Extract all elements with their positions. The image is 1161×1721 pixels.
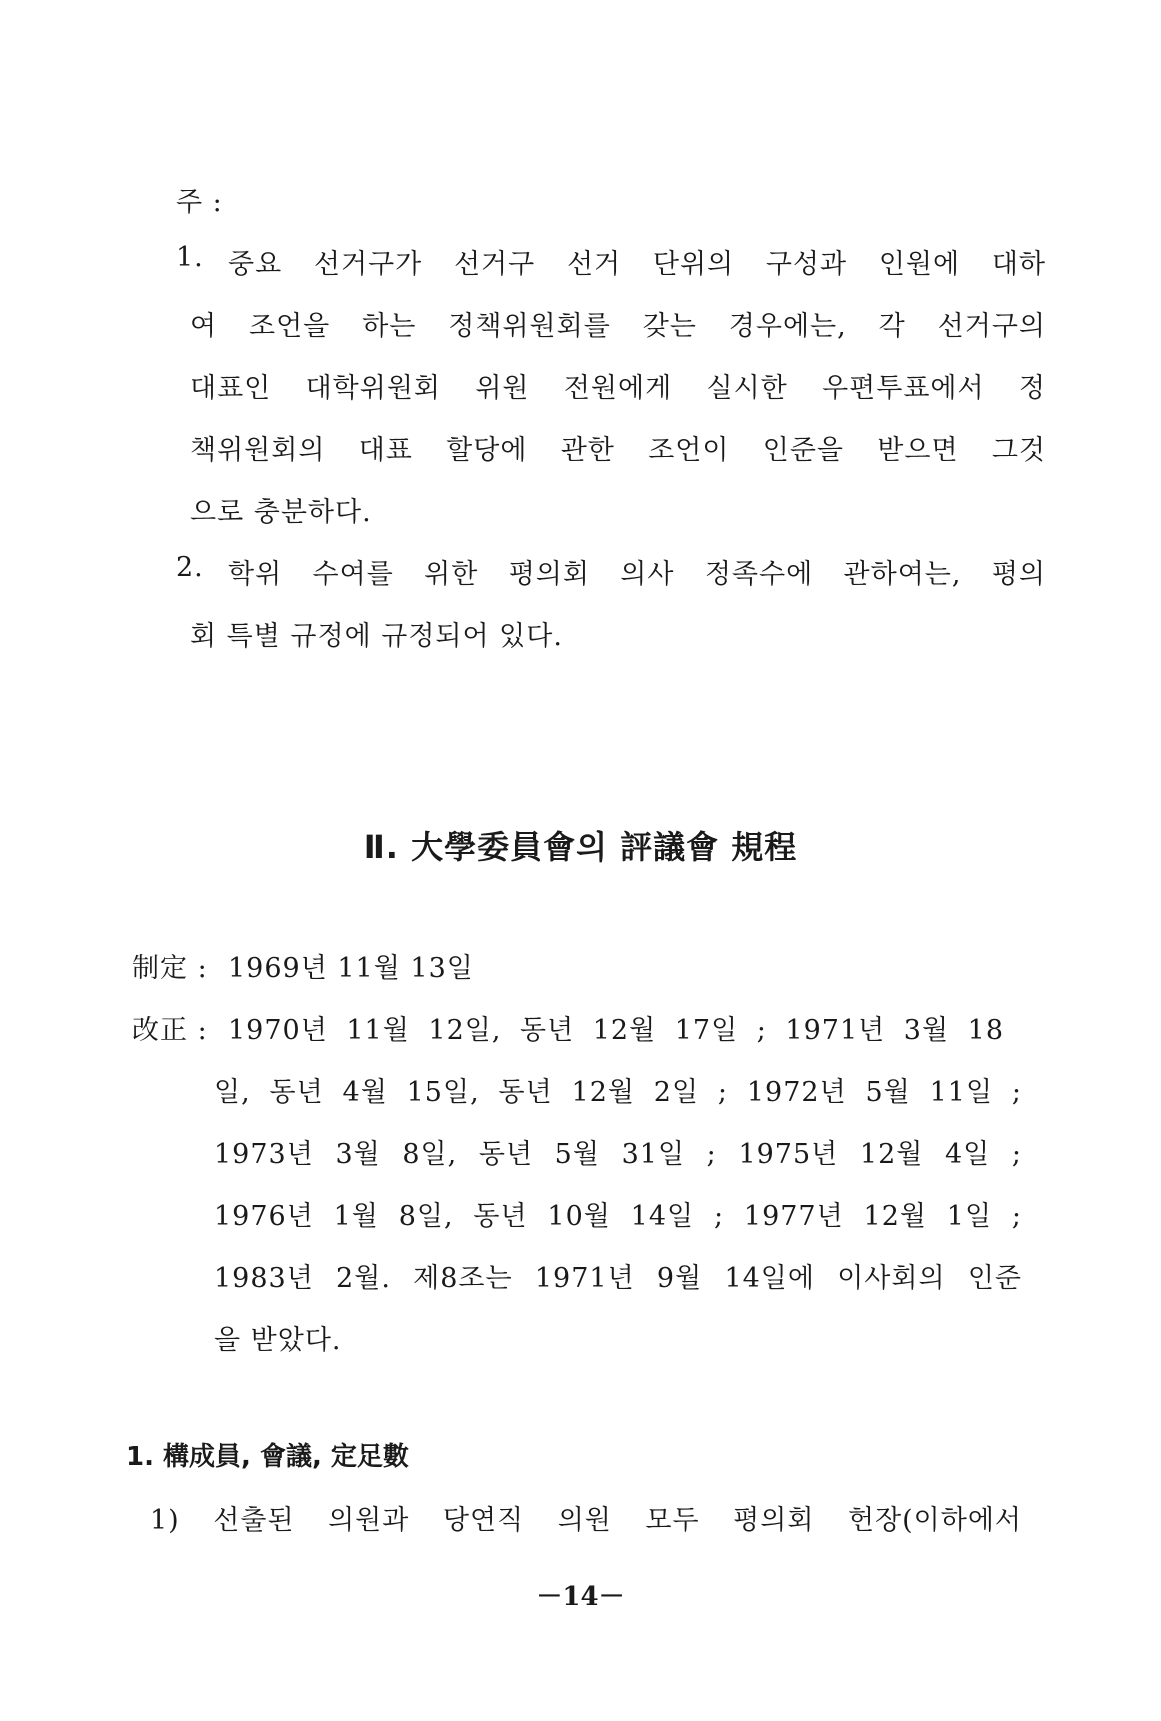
note-1-line-1: 중요 선거구가 선거구 선거 단위의 구성과 인원에 대하 xyxy=(228,249,1046,280)
note-1-line-2: 여 조언을 하는 정책위원회를 갖는 경우에는, 각 선거구의 xyxy=(190,311,1046,342)
article-heading: 1. 構成員, 會議, 定足數 xyxy=(126,1442,409,1472)
amended-line-4: 1976년 1월 8일, 동년 10월 14일 ; 1977년 12월 1일 ; xyxy=(214,1201,1022,1232)
note-1-line-5: 으로 충분하다. xyxy=(190,497,372,528)
amended-line-1: 1970년 11월 12일, 동년 12월 17일 ; 1971년 3월 18 xyxy=(228,1015,1004,1046)
enacted-value: 1969년 11월 13일 xyxy=(228,953,474,984)
amended-line-3: 1973년 3월 8일, 동년 5월 31일 ; 1975년 12월 4일 ; xyxy=(214,1139,1022,1170)
note-1-line-4: 책위원회의 대표 할당에 관한 조언이 인준을 받으면 그것 xyxy=(190,435,1046,466)
note-2-line-1: 학위 수여를 위한 평의회 의사 정족수에 관하여는, 평의 xyxy=(228,559,1046,590)
amended-line-2: 일, 동년 4월 15일, 동년 12월 2일 ; 1972년 5월 11일 ; xyxy=(214,1077,1022,1108)
notes-label: 주 : xyxy=(176,187,223,218)
page-number: －14－ xyxy=(536,1582,625,1612)
note-2-line-2: 회 특별 규정에 규정되어 있다. xyxy=(190,621,563,652)
amended-line-6: 을 받았다. xyxy=(214,1325,342,1356)
note-1-number: 1. xyxy=(176,242,204,273)
article-item-1: 1) 선출된 의원과 당연직 의원 모두 평의회 헌장(이하에서 xyxy=(150,1505,1022,1536)
enacted-label: 制定 : xyxy=(132,953,208,984)
note-2-number: 2. xyxy=(176,552,204,583)
amended-line-5: 1983년 2월. 제8조는 1971년 9월 14일에 이사회의 인준 xyxy=(214,1263,1022,1294)
section-title: Ⅱ. 大學委員會의 評議會 規程 xyxy=(363,828,798,866)
note-1-line-3: 대표인 대학위원회 위원 전원에게 실시한 우편투표에서 정 xyxy=(190,373,1046,404)
amended-label: 改正 : xyxy=(132,1015,208,1046)
